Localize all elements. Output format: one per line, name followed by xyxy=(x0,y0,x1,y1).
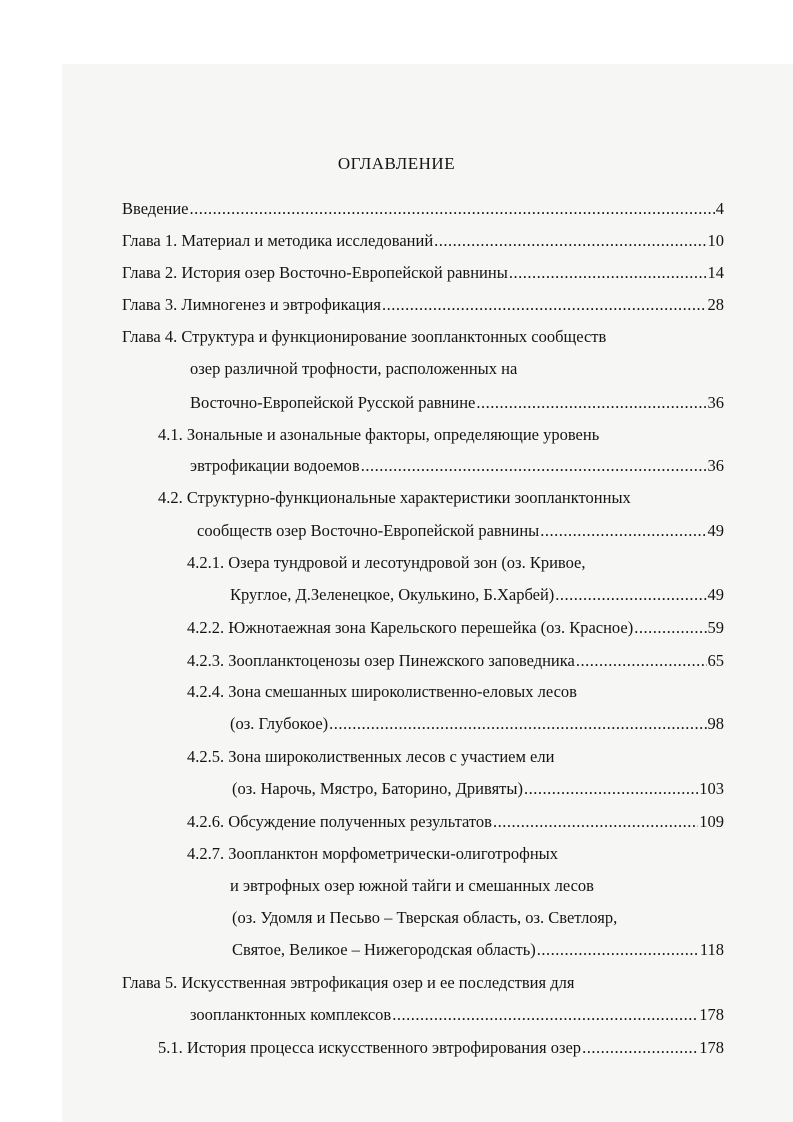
toc-page-number: 59 xyxy=(707,618,724,637)
toc-entry-chapter-3 xyxy=(122,294,724,316)
dot-leader xyxy=(582,1037,698,1059)
toc-entry-text: 4.2.3. Зоопланктоценозы озер Пинежского заповедника xyxy=(187,651,575,670)
dot-leader xyxy=(555,584,706,606)
toc-entry-4-2 xyxy=(197,520,724,542)
toc-entry-4-2-7-line-3: (оз. Удомля и Песьво – Тверская область, оз. Светлояр, xyxy=(232,908,618,927)
toc-entry-chapter-4-line-2: озер различной трофности, расположенных на xyxy=(190,359,518,378)
dot-leader xyxy=(382,294,707,316)
toc-entry-chapter-1 xyxy=(122,230,724,252)
toc-page-number: 49 xyxy=(707,585,724,604)
dot-leader xyxy=(524,778,698,800)
toc-entry-4-1-line-1: 4.1. Зональные и азональные факторы, определяющие уровень xyxy=(158,425,600,444)
toc-entry-text: Глава 2. История озер Восточно-Европейской равнины xyxy=(122,263,508,282)
toc-entry-text: 4.2.6. Обсуждение полученных результатов xyxy=(187,812,492,831)
toc-entry-4-1 xyxy=(190,455,724,477)
toc-entry-4-2-3 xyxy=(187,650,724,672)
toc-page-number: 109 xyxy=(699,812,724,831)
dot-leader xyxy=(361,455,707,477)
toc-page-number: 14 xyxy=(707,263,724,282)
dot-leader xyxy=(540,520,706,542)
toc-entry-text: Круглое, Д.Зеленецкое, Окулькино, Б.Харбей) xyxy=(230,585,555,604)
toc-entry-chapter-4-line-1: Глава 4. Структура и функционирование зоопланктонных сообществ xyxy=(122,327,607,346)
toc-entry-chapter-2 xyxy=(122,262,724,284)
toc-entry-chapter-5-line-1: Глава 5. Искусственная эвтрофикация озер и ее последствия для xyxy=(122,973,575,992)
toc-entry-4-2-1 xyxy=(230,584,724,606)
toc-entry-text: зоопланктонных комплексов xyxy=(190,1005,392,1024)
toc-entry-4-2-4-line-1: 4.2.4. Зона смешанных широколиственно-еловых лесов xyxy=(187,682,577,701)
toc-page-number: 178 xyxy=(699,1005,724,1024)
dot-leader xyxy=(537,939,699,961)
toc-page-number: 65 xyxy=(707,651,724,670)
toc-page-number: 36 xyxy=(707,393,724,412)
toc-entry-4-2-4 xyxy=(230,713,724,735)
toc-entry-chapter-4 xyxy=(190,392,724,414)
dot-leader xyxy=(634,617,706,639)
dot-leader xyxy=(493,811,698,833)
toc-entry-text: Святое, Великое – Нижегородская область) xyxy=(232,940,536,959)
toc-entry-text: Глава 1. Материал и методика исследований xyxy=(122,231,434,250)
toc-page-number: 49 xyxy=(707,521,724,540)
toc-entry-4-2-7-line-2: и эвтрофных озер южной тайги и смешанных лесов xyxy=(230,876,594,895)
toc-entry-text: Восточно-Европейской Русской равнине xyxy=(190,393,476,412)
toc-page-number: 28 xyxy=(707,295,724,314)
toc-entry-4-2-1-line-1: 4.2.1. Озера тундровой и лесотундровой зон (оз. Кривое, xyxy=(187,553,586,572)
toc-entry-text: (оз. Нарочь, Мястро, Баторино, Дривяты) xyxy=(232,779,523,798)
toc-entry-4-2-6 xyxy=(187,811,724,833)
toc-entry-4-2-7 xyxy=(232,939,724,961)
toc-entry-text: 4.2.2. Южнотаежная зона Карельского перешейка (оз. Красное) xyxy=(187,618,634,637)
dot-leader xyxy=(509,262,707,284)
toc-page-number: 10 xyxy=(707,231,724,250)
toc-entry-text: Глава 3. Лимногенез и эвтрофикация xyxy=(122,295,381,314)
toc-entry-4-2-line-1: 4.2. Структурно-функциональные характеристики зоопланктонных xyxy=(158,488,631,507)
toc-entry-4-2-5-line-1: 4.2.5. Зона широколиственных лесов с участием ели xyxy=(187,747,555,766)
toc-entry-text: эвтрофикации водоемов xyxy=(190,456,360,475)
toc-page-number: 98 xyxy=(707,714,724,733)
toc-entry-chapter-5 xyxy=(190,1004,724,1026)
dot-leader xyxy=(476,392,706,414)
toc-entry-4-2-7-line-1: 4.2.7. Зоопланктон морфометрически-олиготрофных xyxy=(187,844,559,863)
toc-page-number: 118 xyxy=(699,940,724,959)
toc-entry-text: (оз. Глубокое) xyxy=(230,714,329,733)
toc-entry-intro xyxy=(122,198,724,220)
dot-leader xyxy=(576,650,707,672)
dot-leader xyxy=(434,230,706,252)
page-title: ОГЛАВЛЕНИЕ xyxy=(337,154,456,173)
dot-leader xyxy=(329,713,706,735)
dot-leader xyxy=(190,198,715,220)
toc-page-number: 178 xyxy=(699,1038,724,1057)
toc-entry-text: Введение xyxy=(122,199,189,218)
toc-entry-text: 5.1. История процесса искусственного эвтрофирования озер xyxy=(158,1038,582,1057)
toc-page-number: 4 xyxy=(715,199,724,218)
toc-page-number: 36 xyxy=(707,456,724,475)
toc-entry-text: сообществ озер Восточно-Европейской равнины xyxy=(197,521,540,540)
toc-page-number: 103 xyxy=(699,779,724,798)
toc-entry-4-2-2 xyxy=(187,617,724,639)
toc-entry-5-1 xyxy=(158,1037,724,1059)
toc-entry-4-2-5 xyxy=(232,778,724,800)
dot-leader xyxy=(392,1004,698,1026)
